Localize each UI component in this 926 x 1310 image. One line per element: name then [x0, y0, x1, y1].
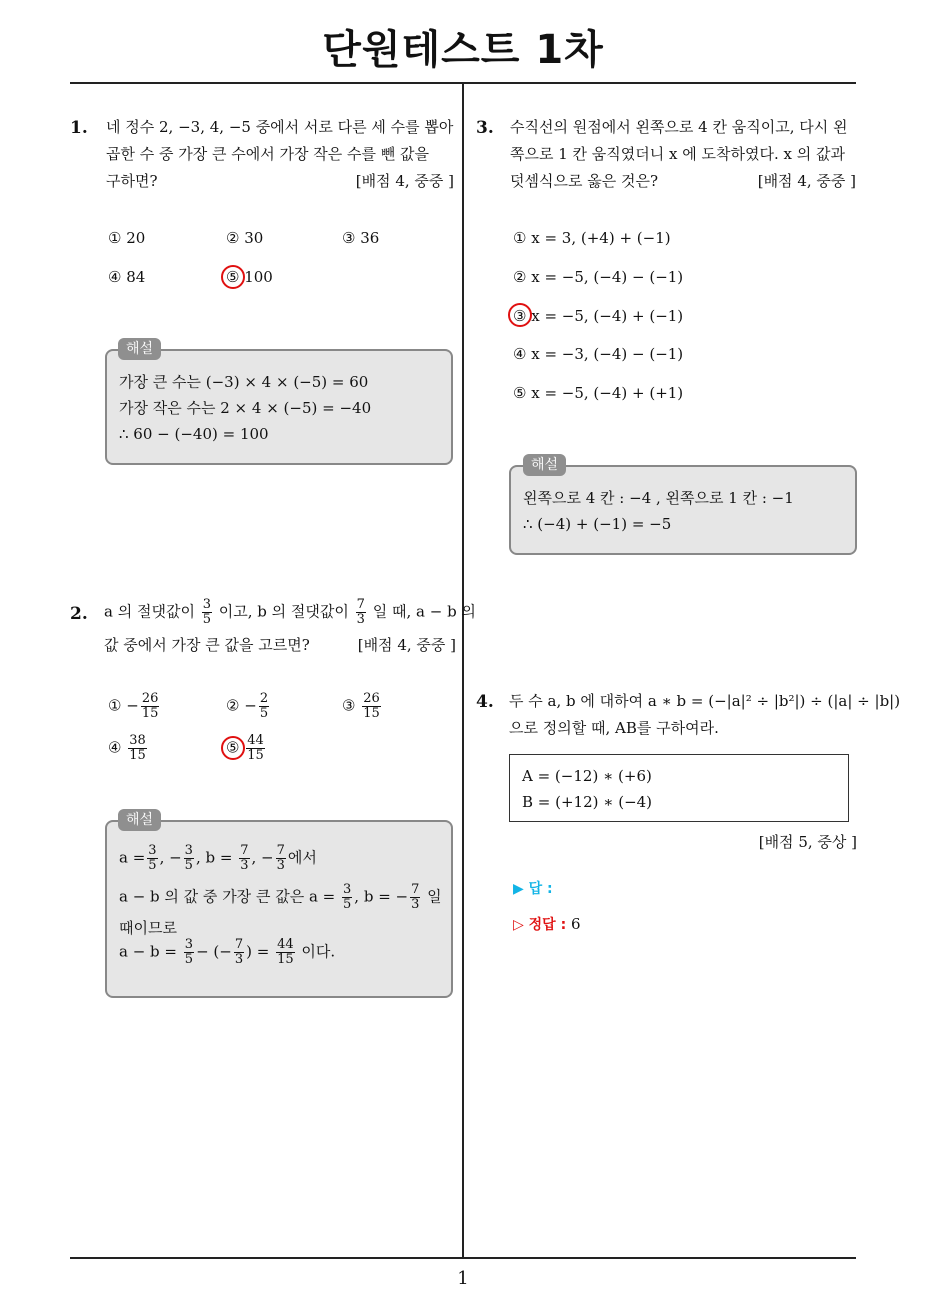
q2-solution-line-3: 때이므로: [119, 919, 177, 937]
q2-solution-line-2: a − b 의 값 중 가장 큰 값은 a = $\frac{3}{5}$ , b = − $\frac{7}{3}$ 일: [119, 882, 442, 912]
question-4-score: [배점 5, 중상 ]: [758, 833, 857, 851]
q2-solution-line-4: a − b = $\frac{3}{5}$ − (− $\frac{7}{3}$ ) = $\frac{44}{15}$ 이다.: [119, 937, 336, 967]
q1-option-5[interactable]: ⑤ 100: [226, 268, 273, 286]
q2-text-b: 이고, b 의 절댓값이: [218, 602, 349, 621]
question-1-line-1: 네 정수 2, −3, 4, −5 중에서 서로 다른 세 수를 뽑아: [106, 118, 454, 136]
q4-correct-label: ▷ 정답 :: [513, 917, 567, 933]
q2-solution-line-1: a = $\frac{3}{5}$ , − $\frac{3}{5}$ , b = $\frac{7}{3}$ , − $\frac{7}{3}$ 에서: [119, 843, 317, 873]
q2-option-2[interactable]: ② − $\frac{2}{5}$: [226, 691, 269, 721]
q2-fraction-2: $\frac{7}{3}$: [356, 597, 365, 627]
q1-option-4[interactable]: ④ 84: [108, 268, 146, 286]
q4-given-box: [509, 754, 849, 822]
q2-option-5[interactable]: ⑤ $\frac{44}{15}$: [226, 733, 264, 763]
q2-option-1[interactable]: ① − $\frac{26}{15}$: [108, 691, 159, 721]
q3-option-5[interactable]: ⑤ x = −5, (−4) + (+1): [513, 384, 684, 402]
q2-solution-box: [105, 820, 453, 998]
question-2-line-2: 값 중에서 가장 큰 값을 고르면?: [104, 636, 310, 654]
column-divider: [462, 84, 464, 1258]
q1-solution-tag: 해설: [118, 338, 161, 360]
q1-option-1[interactable]: ① 20: [108, 229, 146, 247]
q1-solution-line-3: ∴ 60 − (−40) = 100: [119, 425, 269, 443]
q2-text-a: a 의 절댓값이: [104, 602, 195, 621]
question-1-text: [106, 114, 454, 195]
question-1-line-2: 곱한 수 중 가장 큰 수에서 가장 작은 수를 뺀 값을: [106, 145, 429, 163]
q2-option-4[interactable]: ④ $\frac{38}{15}$: [108, 733, 146, 763]
q3-solution-line-1: 왼쪽으로 4 칸 : −4 , 왼쪽으로 1 칸 : −1: [523, 489, 794, 507]
q3-option-1[interactable]: ① x = 3, (+4) + (−1): [513, 229, 671, 247]
question-3-number: 3.: [476, 118, 494, 138]
question-4-text: [509, 688, 901, 742]
question-2-text: [104, 597, 476, 655]
q1-solution-line-1: 가장 큰 수는 (−3) × 4 × (−5) = 60: [119, 373, 369, 391]
question-3-text: [510, 114, 856, 195]
q2-option-3[interactable]: ③ $\frac{26}{15}$: [342, 691, 380, 721]
page-number: 1: [457, 1268, 469, 1289]
q1-solution-box: [105, 349, 453, 465]
q3-solution-box: [509, 465, 857, 555]
footer-divider: [70, 1257, 856, 1259]
question-2-score: [배점 4, 중중 ]: [357, 636, 456, 654]
q4-given-b: B = (+12) ∗ (−4): [522, 793, 653, 811]
question-3-line-3: 덧셈식으로 옳은 것은?: [510, 172, 658, 190]
q1-option-3[interactable]: ③ 36: [342, 229, 380, 247]
q2-text-c: 일 때, a − b 의: [372, 602, 476, 621]
question-2-number: 2.: [70, 604, 88, 624]
q4-correct-value: 6: [570, 915, 581, 933]
q3-option-2[interactable]: ② x = −5, (−4) − (−1): [513, 268, 684, 286]
q1-answer-mark: [221, 265, 245, 289]
q2-solution-tag: 해설: [118, 809, 161, 831]
question-4-line-2: 으로 정의할 때, AB를 구하여라.: [509, 719, 719, 737]
question-3-line-2: 쪽으로 1 칸 움직였더니 x 에 도착하였다. x 의 값과: [510, 145, 845, 163]
q3-answer-mark: [508, 303, 532, 327]
question-3-score: [배점 4, 중중 ]: [757, 172, 856, 190]
page-title: 단원테스트 1차: [322, 27, 604, 73]
q2-fraction-1: $\frac{3}{5}$: [202, 597, 211, 627]
question-1-score: [배점 4, 중중 ]: [355, 172, 454, 190]
q4-correct-answer: [513, 914, 581, 934]
q3-solution-line-2: ∴ (−4) + (−1) = −5: [523, 515, 672, 533]
question-3-line-1: 수직선의 원점에서 왼쪽으로 4 칸 움직이고, 다시 왼: [510, 118, 848, 136]
question-4-number: 4.: [476, 692, 494, 712]
q3-solution-tag: 해설: [523, 454, 566, 476]
q3-option-3[interactable]: ③ x = −5, (−4) + (−1): [513, 307, 684, 325]
question-1-line-3: 구하면?: [106, 172, 158, 190]
q1-option-2[interactable]: ② 30: [226, 229, 264, 247]
q3-option-4[interactable]: ④ x = −3, (−4) − (−1): [513, 345, 684, 363]
q2-answer-mark: [221, 736, 245, 760]
q4-answer-label: ▶ 답 :: [513, 881, 553, 897]
q4-given-a: A = (−12) ∗ (+6): [522, 767, 652, 785]
q1-solution-line-2: 가장 작은 수는 2 × 4 × (−5) = −40: [119, 399, 372, 417]
question-1-number: 1.: [70, 118, 88, 138]
question-4-line-1: 두 수 a, b 에 대하여 a ∗ b = (−|a|² ÷ |b²|) ÷ (|a| ÷ |b|): [509, 692, 901, 710]
